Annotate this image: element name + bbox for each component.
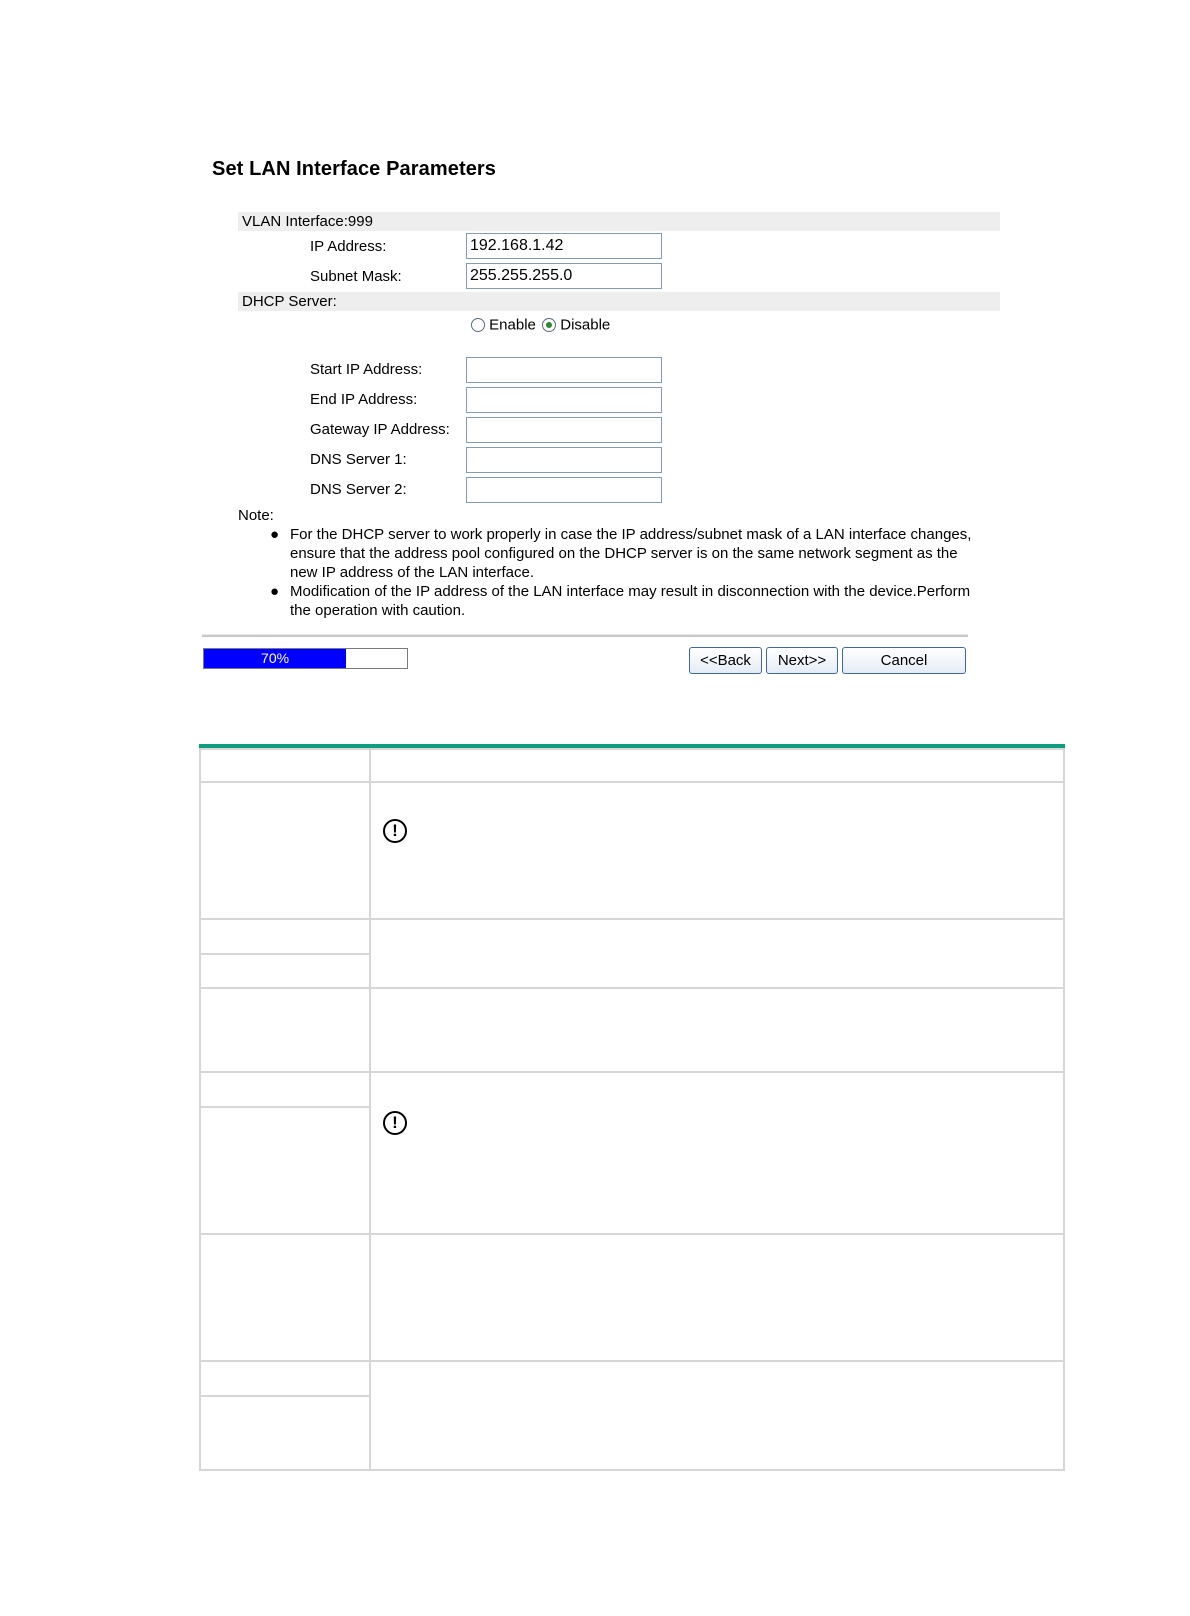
subnet-mask-label: Subnet Mask:	[310, 268, 402, 285]
page-title: Set LAN Interface Parameters	[212, 158, 497, 180]
bullet-dot: ●	[270, 583, 280, 600]
table-header-cell	[369, 748, 1065, 783]
vlan-interface-header: VLAN Interface:999	[238, 212, 1000, 231]
table-cell	[369, 1071, 1065, 1235]
table-cell	[369, 1360, 1065, 1471]
dhcp-disable-radio[interactable]	[542, 318, 556, 332]
dhcp-enable-radio[interactable]	[471, 318, 485, 332]
table-cell	[369, 918, 1065, 989]
parameter-table	[199, 744, 1065, 1467]
start-ip-label: Start IP Address:	[310, 361, 423, 378]
end-ip-label: End IP Address:	[310, 391, 418, 408]
table-header-cell	[199, 748, 371, 783]
table-cell	[199, 953, 371, 989]
dhcp-server-header: DHCP Server:	[238, 292, 1000, 311]
progress-label: 70%	[261, 650, 290, 666]
dhcp-disable-label[interactable]: Disable	[560, 316, 611, 334]
note-label: Note:	[238, 507, 274, 524]
table-cell	[369, 987, 1065, 1073]
table-cell	[369, 781, 1065, 920]
dhcp-mode-radio-group	[471, 316, 610, 334]
ip-address-label: IP Address:	[310, 238, 387, 255]
note-line: For the DHCP server to work properly in case the IP address/subnet mask of a LAN interface changes,	[290, 526, 972, 543]
back-button[interactable]: <<Back	[689, 647, 762, 674]
next-button[interactable]: Next>>	[766, 647, 838, 674]
table-cell	[199, 1071, 371, 1108]
table-cell	[199, 781, 371, 920]
table-cell	[199, 1395, 371, 1471]
table-cell	[199, 987, 371, 1073]
dhcp-enable-label[interactable]: Enable	[489, 316, 536, 334]
end-ip-input[interactable]	[466, 387, 662, 413]
gateway-ip-label: Gateway IP Address:	[310, 421, 450, 438]
wizard-progress-bar	[203, 648, 408, 669]
dns-server-2-input[interactable]	[466, 477, 662, 503]
table-cell	[369, 1233, 1065, 1362]
note-line: Modification of the IP address of the LAN interface may result in disconnection with the device.Perform	[290, 583, 971, 600]
warning-icon: !	[383, 819, 407, 843]
divider	[202, 634, 968, 637]
dns-server-2-label: DNS Server 2:	[310, 481, 407, 498]
table-cell	[199, 1106, 371, 1235]
bullet-dot: ●	[270, 526, 280, 543]
ip-address-input[interactable]	[466, 233, 662, 259]
gateway-ip-input[interactable]	[466, 417, 662, 443]
table-cell	[199, 1360, 371, 1397]
dns-server-1-input[interactable]	[466, 447, 662, 473]
table-cell	[199, 1233, 371, 1362]
subnet-mask-input[interactable]	[466, 263, 662, 289]
note-line: the operation with caution.	[290, 602, 466, 619]
note-line: ensure that the address pool configured on the DHCP server is on the same network segment as the	[290, 545, 958, 562]
start-ip-input[interactable]	[466, 357, 662, 383]
warning-icon: !	[383, 1111, 407, 1135]
table-cell	[199, 918, 371, 955]
dns-server-1-label: DNS Server 1:	[310, 451, 407, 468]
cancel-button[interactable]: Cancel	[842, 647, 966, 674]
note-line: new IP address of the LAN interface.	[290, 564, 535, 581]
note-bullet	[270, 525, 1010, 582]
note-bullet	[270, 582, 1010, 620]
